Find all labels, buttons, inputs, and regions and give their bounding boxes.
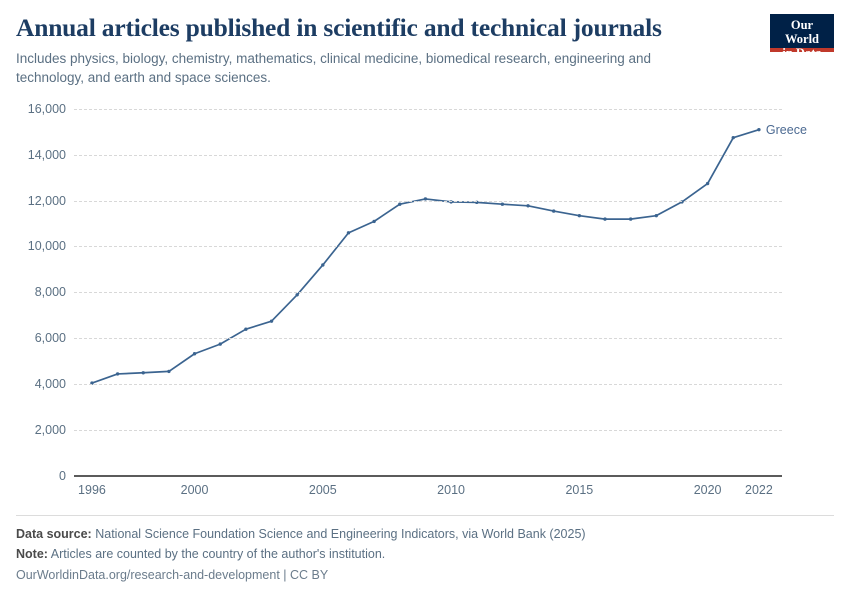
note-label: Note:: [16, 547, 48, 562]
y-axis-tick-label: 0: [59, 468, 66, 483]
data-point: [193, 352, 196, 355]
x-axis-tick-label: 2000: [180, 482, 209, 497]
data-point: [732, 136, 735, 139]
data-point: [578, 214, 581, 217]
data-point: [552, 209, 555, 212]
our-world-in-data-logo[interactable]: [770, 14, 834, 60]
y-axis-tick-label: 8,000: [34, 285, 66, 300]
data-point: [655, 214, 658, 217]
y-axis-tick-label: 10,000: [27, 239, 66, 254]
data-point: [398, 202, 401, 205]
gridline: [74, 201, 782, 202]
y-axis-tick-label: 6,000: [34, 331, 66, 346]
gridline: [74, 476, 782, 477]
chart-area: [16, 99, 834, 504]
data-point: [372, 220, 375, 223]
series-line: [92, 129, 759, 382]
data-point: [167, 370, 170, 373]
data-source-row: [16, 525, 834, 544]
data-point: [501, 202, 504, 205]
gridline: [74, 430, 782, 431]
gridline: [74, 109, 782, 110]
y-axis-tick-label: 14,000: [27, 147, 66, 162]
x-axis-tick-label: 2010: [437, 482, 465, 497]
x-axis-tick-label: 1996: [78, 482, 106, 497]
data-point: [321, 263, 324, 266]
data-point: [270, 319, 273, 322]
data-point: [142, 371, 145, 374]
plot-region[interactable]: [27, 101, 807, 497]
data-point: [629, 217, 632, 220]
note-text: Articles are counted by the country of the author's institution.: [50, 547, 386, 562]
gridline: [74, 155, 782, 156]
y-axis-tick-label: 2,000: [34, 422, 66, 437]
chart-subtitle: Includes physics, biology, chemistry, mathematics, clinical medicine, biomedical research, engineering and technology, and earth and space sciences.: [16, 50, 652, 85]
x-axis-tick-label: 2005: [308, 482, 337, 497]
data-point: [347, 231, 350, 234]
x-axis-tick-label: 2022: [745, 482, 773, 497]
logo-line-1: Our World: [784, 18, 820, 46]
y-axis-tick-label: 12,000: [27, 193, 66, 208]
data-point: [219, 342, 222, 345]
gridline: [74, 384, 782, 385]
note-row: [16, 545, 834, 564]
x-axis-tick-label: 2015: [565, 482, 594, 497]
y-axis-tick-label: 4,000: [34, 377, 66, 392]
page-title: Annual articles published in scientific and technical journals: [16, 13, 662, 42]
data-point: [295, 293, 298, 296]
license-row[interactable]: OurWorldinData.org/research-and-development | CC BY: [16, 567, 329, 582]
data-point: [526, 204, 529, 207]
data-source-label: Data source:: [16, 526, 92, 541]
y-axis-tick-label: 16,000: [27, 101, 66, 116]
chart-header: [16, 14, 834, 87]
chart-footer: [16, 515, 834, 586]
data-point: [757, 128, 760, 131]
gridline: [74, 338, 782, 339]
data-point: [603, 217, 606, 220]
gridline: [74, 246, 782, 247]
data-point: [244, 327, 247, 330]
data-point: [116, 372, 119, 375]
x-axis-tick-label: 2020: [693, 482, 722, 497]
series-label-greece[interactable]: Greece: [765, 122, 807, 137]
logo-line-2: in Data: [782, 46, 822, 60]
data-point: [706, 182, 709, 185]
gridline: [74, 292, 782, 293]
data-source-text: National Science Foundation Science and Engineering Indicators, via World Bank (2025): [95, 526, 586, 541]
